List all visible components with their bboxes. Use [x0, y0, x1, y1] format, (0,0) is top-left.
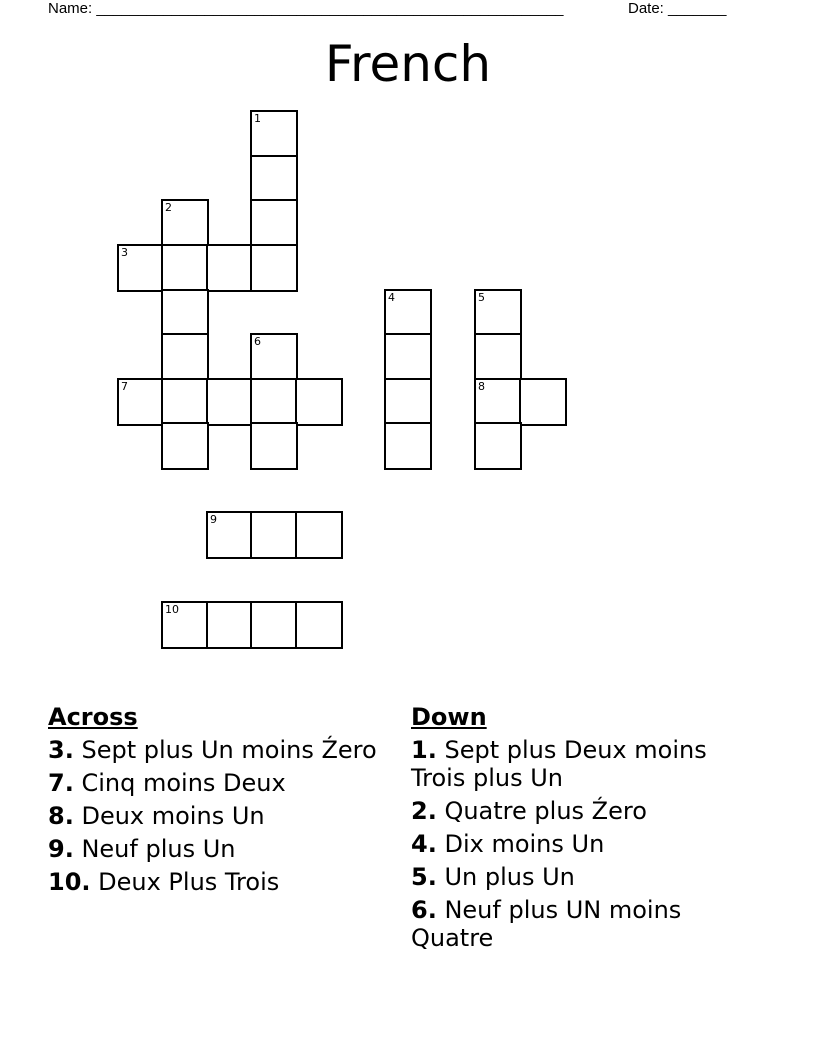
grid-cell[interactable] [161, 199, 209, 247]
clue-number-label: 8 [478, 380, 485, 393]
clue-number-label: 2 [165, 201, 172, 214]
grid-cell[interactable] [384, 333, 432, 381]
grid-cell[interactable] [474, 289, 522, 337]
clue-number-label: 5 [478, 291, 485, 304]
clue-item [48, 769, 378, 797]
clue-text: Quatre plus Źero [436, 797, 647, 825]
grid-cell[interactable] [161, 244, 209, 292]
clue-text: Sept plus Un moins Źero [73, 736, 377, 764]
grid-cell[interactable] [161, 378, 209, 426]
clue-text: Cinq moins Deux [73, 769, 286, 797]
across-clues [48, 702, 378, 901]
across-heading: Across [48, 703, 138, 731]
grid-cell[interactable] [384, 378, 432, 426]
clue-number: 1. [411, 736, 437, 764]
grid-cell[interactable] [250, 244, 298, 292]
grid-cell[interactable] [206, 511, 254, 559]
clue-text: Neuf plus Un [73, 835, 236, 863]
grid-cell[interactable] [250, 601, 298, 649]
clue-number: 4. [411, 830, 437, 858]
grid-cell[interactable] [250, 155, 298, 203]
clue-item [48, 802, 378, 830]
clue-number-label: 3 [121, 246, 128, 259]
date-field-label: Date: _______ [628, 0, 727, 17]
clue-number: 8. [48, 802, 74, 830]
grid-cell[interactable] [295, 378, 343, 426]
clue-number: 7. [48, 769, 74, 797]
clue-number: 9. [48, 835, 74, 863]
clue-text: Sept plus Deux moins Trois plus Un [411, 736, 707, 792]
clue-text: Dix moins Un [436, 830, 605, 858]
clue-number: 2. [411, 797, 437, 825]
clue-number-label: 1 [254, 112, 261, 125]
clue-number-label: 6 [254, 335, 261, 348]
clue-number-label: 10 [165, 603, 179, 616]
grid-cell[interactable] [519, 378, 567, 426]
grid-cell[interactable] [161, 422, 209, 470]
grid-cell[interactable] [250, 333, 298, 381]
grid-cell[interactable] [206, 378, 254, 426]
clue-text: Deux Plus Trois [90, 868, 280, 896]
grid-cell[interactable] [117, 378, 165, 426]
clue-text: Deux moins Un [73, 802, 265, 830]
clue-item [411, 830, 741, 858]
name-field-label: Name: ________________________________________________________ [48, 0, 564, 17]
grid-cell[interactable] [161, 601, 209, 649]
clue-item [411, 863, 741, 891]
grid-cell[interactable] [384, 289, 432, 337]
clue-item [48, 736, 378, 764]
grid-cell[interactable] [117, 244, 165, 292]
clue-number: 3. [48, 736, 74, 764]
grid-cell[interactable] [384, 422, 432, 470]
clue-item [411, 797, 741, 825]
clue-number-label: 7 [121, 380, 128, 393]
clue-number: 6. [411, 896, 437, 924]
grid-cell[interactable] [206, 601, 254, 649]
clue-item [48, 868, 378, 896]
clue-text: Un plus Un [436, 863, 575, 891]
clue-text: Neuf plus UN moins Quatre [411, 896, 682, 952]
grid-cell[interactable] [250, 199, 298, 247]
down-clues [411, 702, 741, 957]
clue-number: 5. [411, 863, 437, 891]
grid-cell[interactable] [161, 333, 209, 381]
grid-cell[interactable] [474, 378, 522, 426]
grid-cell[interactable] [250, 422, 298, 470]
down-heading: Down [411, 703, 487, 731]
clue-number-label: 4 [388, 291, 395, 304]
grid-cell[interactable] [206, 244, 254, 292]
grid-cell[interactable] [295, 601, 343, 649]
grid-cell[interactable] [474, 422, 522, 470]
clue-item [411, 896, 741, 952]
grid-cell[interactable] [295, 511, 343, 559]
clue-number: 10. [48, 868, 91, 896]
clue-item [48, 835, 378, 863]
clue-item [411, 736, 741, 792]
grid-cell[interactable] [250, 511, 298, 559]
grid-cell[interactable] [474, 333, 522, 381]
grid-cell[interactable] [250, 110, 298, 158]
page-title: French [324, 35, 492, 93]
grid-cell[interactable] [250, 378, 298, 426]
clue-number-label: 9 [210, 513, 217, 526]
grid-cell[interactable] [161, 289, 209, 337]
